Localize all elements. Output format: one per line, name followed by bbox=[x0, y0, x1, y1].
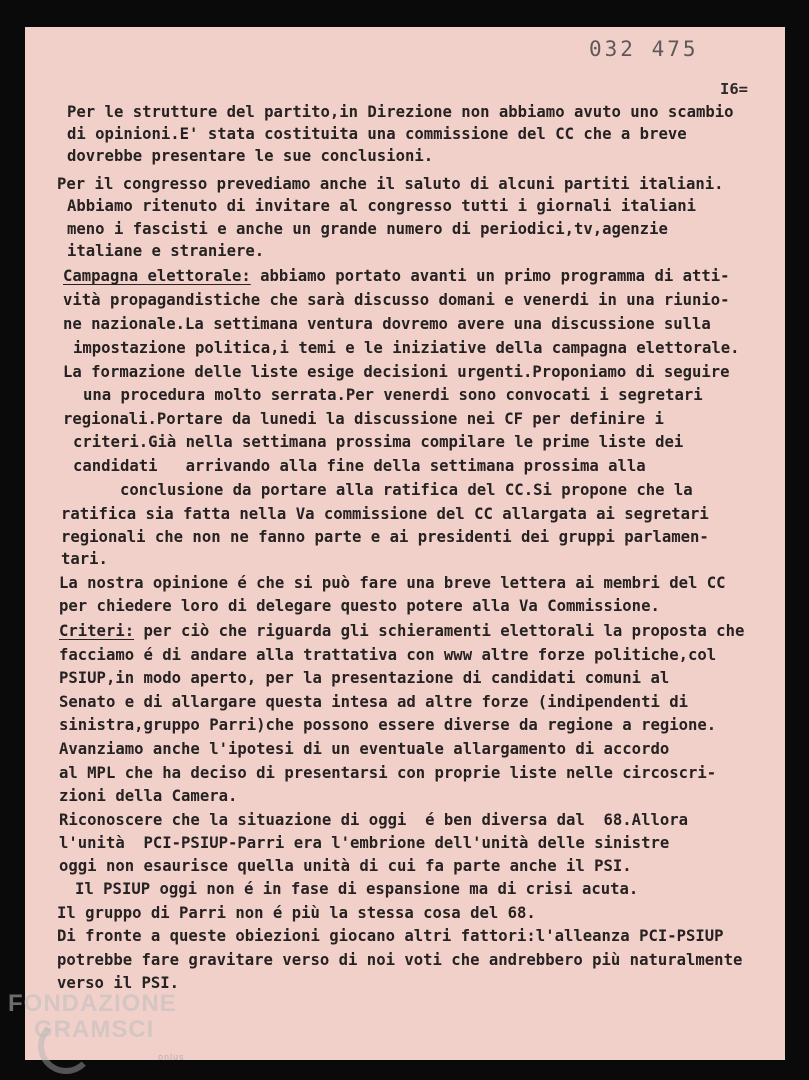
text-line: meno i fascisti e anche un grande numero di periodici,tv,agenzie bbox=[67, 220, 668, 238]
text-line: candidati arrivando alla fine della settimana prossima alla bbox=[73, 457, 646, 475]
text-line: Di fronte a queste obiezioni giocano altri fattori:l'alleanza PCI-PSIUP bbox=[57, 927, 724, 945]
text-line: ne nazionale.La settimana ventura dovremo avere una discussione sulla bbox=[63, 315, 711, 333]
heading-criteri: Criteri: bbox=[59, 622, 135, 640]
text-line: oggi non esaurisce quella unità di cui fa parte anche il PSI. bbox=[59, 857, 632, 875]
text-line: facciamo é di andare alla trattativa con www altre forze politiche,col bbox=[59, 646, 717, 664]
text-line-campagna bbox=[63, 266, 730, 286]
text-line-rest: per ciò che riguarda gli schieramenti elettorali la proposta che bbox=[134, 622, 745, 640]
text-line: Per il congresso prevediamo anche il saluto di alcuni partiti italiani. bbox=[57, 175, 724, 193]
text-line: tari. bbox=[61, 550, 108, 568]
text-line: regionali che non ne fanno parte e ai presidenti dei gruppi parlamen- bbox=[61, 528, 709, 546]
text-line: verso il PSI. bbox=[57, 974, 180, 992]
text-line: impostazione politica,i temi e le iniziative della campagna elettorale. bbox=[73, 339, 740, 357]
text-line: conclusione da portare alla ratifica del CC.Si propone che la bbox=[120, 481, 693, 499]
text-line: La nostra opinione é che si può fare una breve lettera ai membri del CC bbox=[59, 574, 726, 592]
watermark-line-2: GRAMSCI bbox=[34, 1016, 155, 1043]
text-line: regionali.Portare da lunedi la discussione nei CF per definire i bbox=[63, 410, 664, 428]
text-line: Avanziamo anche l'ipotesi di un eventuale allargamento di accordo bbox=[59, 740, 670, 758]
text-line: dovrebbe presentare le sue conclusioni. bbox=[67, 147, 434, 165]
text-line: Il gruppo di Parri non é più la stessa cosa del 68. bbox=[57, 904, 536, 922]
text-line: Il PSIUP oggi non é in fase di espansione ma di crisi acuta. bbox=[75, 880, 639, 898]
text-line: vità propagandistiche che sarà discusso domani e venerdi in una riunio- bbox=[63, 291, 730, 309]
text-line: l'unità PCI-PSIUP-Parri era l'embrione dell'unità delle sinistre bbox=[59, 834, 670, 852]
text-line: di opinioni.E' stata costituita una commissione del CC che a breve bbox=[67, 125, 687, 143]
fondazione-gramsci-watermark bbox=[8, 990, 208, 1070]
text-line: italiane e straniere. bbox=[67, 242, 265, 260]
watermark-line-1: FONDAZIONE bbox=[8, 990, 177, 1017]
text-line: criteri.Già nella settimana prossima compilare le prime liste dei bbox=[73, 433, 684, 451]
watermark-line-3: onlus bbox=[158, 1052, 185, 1062]
text-line: Abbiamo ritenuto di invitare al congresso tutti i giornali italiani bbox=[67, 197, 697, 215]
text-line: Riconoscere che la situazione di oggi é ben diversa dal 68.Allora bbox=[59, 811, 689, 829]
heading-campagna-elettorale: Campagna elettorale: bbox=[63, 267, 251, 285]
page-number: I6= bbox=[720, 80, 748, 98]
text-line: una procedura molto serrata.Per venerdi sono convocati i segretari bbox=[83, 386, 703, 404]
text-line-rest: abbiamo portato avanti un primo programma di atti- bbox=[250, 267, 730, 285]
text-line: zioni della Camera. bbox=[59, 787, 238, 805]
text-line: Senato e di allargare questa intesa ad altre forze (indipendenti di bbox=[59, 693, 689, 711]
text-line-criteri bbox=[59, 621, 744, 641]
text-line: potrebbe fare gravitare verso di noi voti che andrebbero più naturalmente bbox=[57, 951, 743, 969]
text-line: al MPL che ha deciso di presentarsi con proprie liste nelle circoscri- bbox=[59, 764, 717, 782]
text-line: ratifica sia fatta nella Va commissione del CC allargata ai segretari bbox=[61, 505, 709, 523]
text-line: Per le strutture del partito,in Direzione non abbiamo avuto uno scambio bbox=[67, 103, 734, 121]
text-line: sinistra,gruppo Parri)che possono essere diverse da regione a regione. bbox=[59, 716, 717, 734]
text-line: La formazione delle liste esige decisioni urgenti.Proponiamo di seguire bbox=[63, 363, 730, 381]
text-line: per chiedere loro di delegare questo potere alla Va Commissione. bbox=[59, 597, 660, 615]
archive-number: 032 475 bbox=[589, 37, 699, 61]
text-line: PSIUP,in modo aperto, per la presentazione di candidati comuni al bbox=[59, 669, 670, 687]
